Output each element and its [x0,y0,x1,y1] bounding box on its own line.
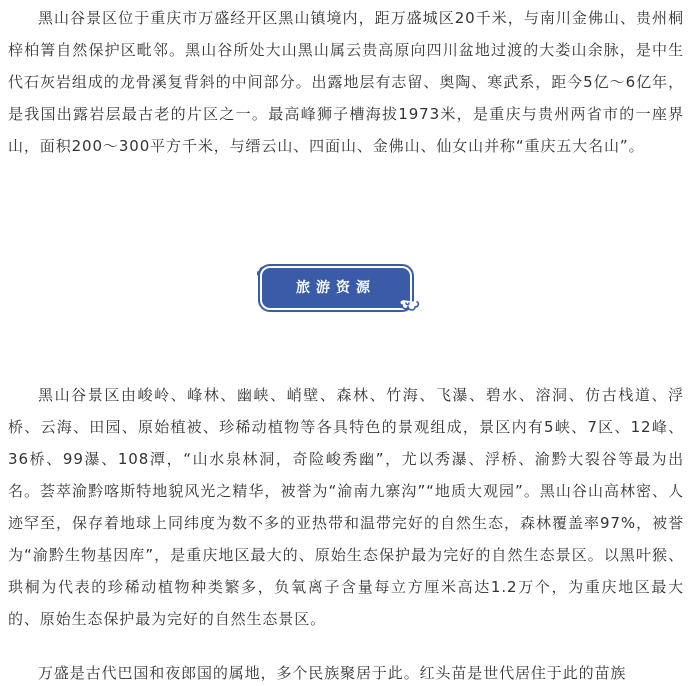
history-paragraph: 万盛是古代巴国和夜郎国的属地，多个民族聚居于此。红头苗是世代居住于此的苗族 [38,664,627,682]
cloud-ornament-icon [398,296,422,316]
section-title: 旅游资源 [296,280,376,296]
intro-paragraph: 黑山谷景区位于重庆市万盛经开区黑山镇境内，距万盛城区20千米，与南川金佛山、贵州桐梓柏箐自然保护区毗邻。黑山谷所处大山黑山属云贵高原向四川盆地过渡的大娄山余脉，是中生代石灰岩组成的龙骨溪复背斜的中间部分。出露地层有志留、奥陶、寒武系，距今5亿～6亿年，是我国出露岩层最古老的片区之一。最高峰狮子槽海拔1973米，是重庆与贵州两省市的一座界山，面积200～300平方千米，与缙云山、四面山、金佛山、仙女山并称“重庆五大名山”。 [8,9,684,155]
section-header [256,260,424,320]
section-title-box [262,268,410,308]
tourism-paragraph: 黑山谷景区由峻岭、峰林、幽峡、峭壁、森林、竹海、飞瀑、碧水、溶洞、仿古栈道、浮桥、云海、田园、原始植被、珍稀动植物等各具特色的景观组成，景区内有5峡、7区、12峰、36桥、99瀑、108潭，“山水泉林洞，奇险峻秀幽”，尤以秀瀑、浮桥、渝黔大裂谷等最为出名。荟萃渝黔喀斯特地貌风光之精华，被誉为“渝南九寨沟”“地质大观园”。黑山谷山高林密、人迹罕至，保存着地球上同纬度为数不多的亚热带和温带完好的自然生态，森林覆盖率97%，被誉为“渝黔生物基因库”，是重庆地区最大的、原始生态保护最为完好的自然生态景区。以黑叶猴、珙桐为代表的珍稀动植物种类繁多，负氧离子含量每立方厘米高达1.2万个，为重庆地区最大的、原始生态保护最为完好的自然生态景区。 [8,386,684,628]
